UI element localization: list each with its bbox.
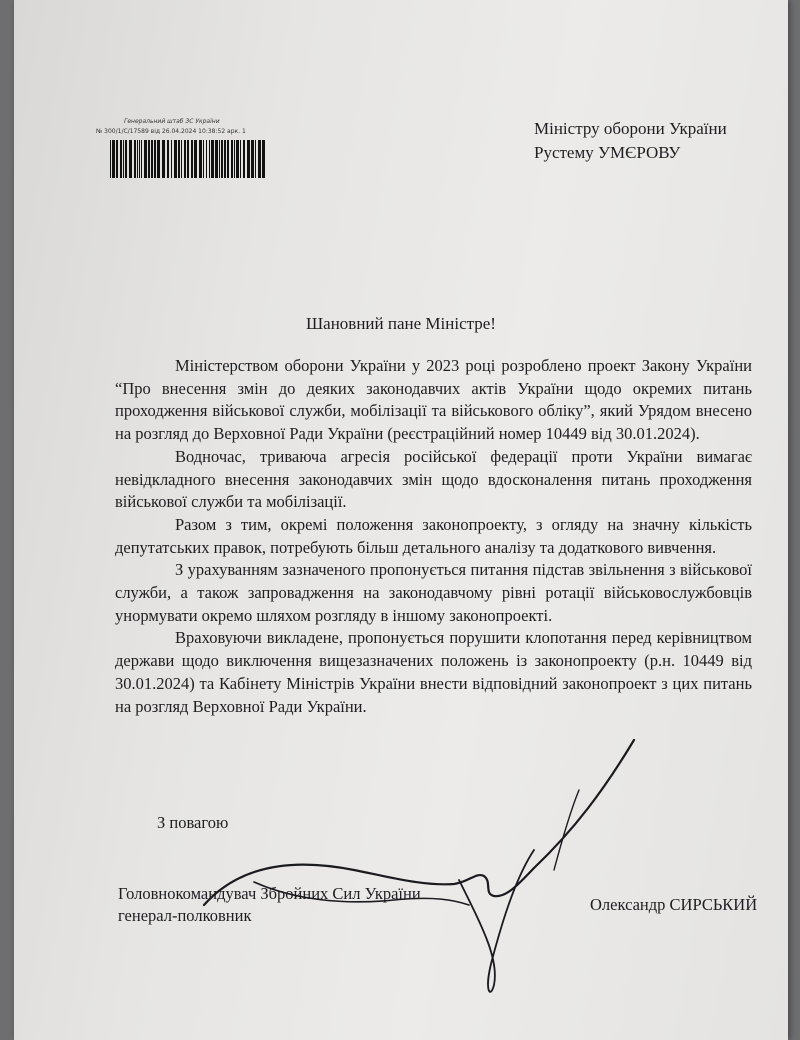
paragraph: Разом з тим, окремі положення законопроекту, з огляду на значну кількість депутатських правок, потребують більш детального аналізу та додаткового вивчення. <box>115 514 752 557</box>
barcode-bar <box>240 140 241 178</box>
barcode-bar <box>236 140 239 178</box>
barcode-bar <box>137 140 138 178</box>
barcode-bar <box>221 140 223 178</box>
salutation: Шановний пане Міністре! <box>306 314 496 333</box>
barcode-bar <box>178 140 180 178</box>
barcode-bar <box>120 140 122 178</box>
barcode-bar <box>262 140 265 178</box>
barcode-bar <box>209 140 210 178</box>
registration-stamp <box>96 118 286 188</box>
barcode-bar <box>148 140 150 178</box>
barcode-bar <box>162 140 165 178</box>
barcode-bar <box>144 140 147 178</box>
signatory-rank: генерал-полковник <box>118 906 252 925</box>
barcode-bar <box>134 140 136 178</box>
letter-body <box>115 355 752 718</box>
barcode-bar <box>139 140 140 178</box>
document-page <box>14 0 788 1040</box>
barcode-bar <box>251 140 254 178</box>
barcode-bar <box>206 140 207 178</box>
barcode-bar <box>181 140 182 178</box>
barcode-bar <box>184 140 186 178</box>
barcode-bar <box>125 140 127 178</box>
signatory-name: Олександр СИРСЬКИЙ <box>590 895 758 914</box>
barcode-bar <box>191 140 193 178</box>
barcode-bar <box>231 140 233 178</box>
barcode-bar <box>203 140 204 178</box>
paragraph: З урахуванням зазначеного пропонується питання підстав звільнення з військової служби, а також запровадження на законодавчому рівні ротації військовослужбовців унормувати окремо шляхом розгляду в іншому законопроекті. <box>115 560 752 625</box>
barcode-bar <box>219 140 220 178</box>
barcode-icon <box>108 138 268 180</box>
barcode-bar <box>151 140 153 178</box>
barcode-bar <box>258 140 261 178</box>
barcode-bar <box>247 140 250 178</box>
barcode-bar <box>243 140 245 178</box>
addressee-block <box>534 117 727 165</box>
barcode-bar <box>211 140 214 178</box>
barcode-bar <box>157 140 160 178</box>
addressee-name: Рустему УМЄРОВУ <box>534 143 681 162</box>
barcode-bar <box>234 140 235 178</box>
barcode-bar <box>174 140 177 178</box>
barcode-bar <box>116 140 118 178</box>
paragraph: Міністерством оборони України у 2023 році розроблено проект Закону України “Про внесення змін до деяких законодавчих актів України щодо окремих питань проходження військової служби, мобілізації та військового обліку”, який Урядом внесено на розгляд до Верховної Ради України (реєстраційний номер 10449 від 30.01.2024). <box>115 356 752 444</box>
stamp-number: № 300/1/С/17589 від 26.04.2024 10:38:52 арк. 1 <box>96 128 246 135</box>
barcode-bar <box>154 140 156 178</box>
barcode-bar <box>123 140 124 178</box>
paragraph: Враховуючи викладене, пропонується порушити клопотання перед керівництвом держави щодо виключення вищезазначених положень із законопроекту (р.н. 10449 від 30.01.2024) та Кабінету Міністрів України внести відповідний законопроект з цих питань на розгляд Верховної Ради України. <box>115 628 752 716</box>
barcode-bar <box>215 140 218 178</box>
barcode-bar <box>224 140 226 178</box>
stamp-issuer: Генеральний штаб ЗС України <box>124 118 220 125</box>
signatory-title <box>118 883 421 927</box>
addressee-position: Міністру оборони України <box>534 119 727 138</box>
closing: З повагою <box>157 813 229 832</box>
barcode-bar <box>227 140 229 178</box>
barcode-bar <box>255 140 256 178</box>
barcode-bar <box>194 140 197 178</box>
barcode-bar <box>129 140 132 178</box>
barcode-bar <box>187 140 189 178</box>
barcode-bar <box>141 140 142 178</box>
barcode-bar <box>171 140 172 178</box>
barcode-bar <box>167 140 169 178</box>
signatory-position: Головнокомандувач Збройних Сил України <box>118 884 421 903</box>
paragraph: Водночас, триваюча агресія російської федерації проти України вимагає невідкладного внесення законодавчих змін щодо вдосконалення питань проходження військової служби та мобілізації. <box>115 446 752 512</box>
barcode-bar <box>110 140 111 178</box>
barcode-bar <box>199 140 202 178</box>
barcode-bar <box>112 140 115 178</box>
